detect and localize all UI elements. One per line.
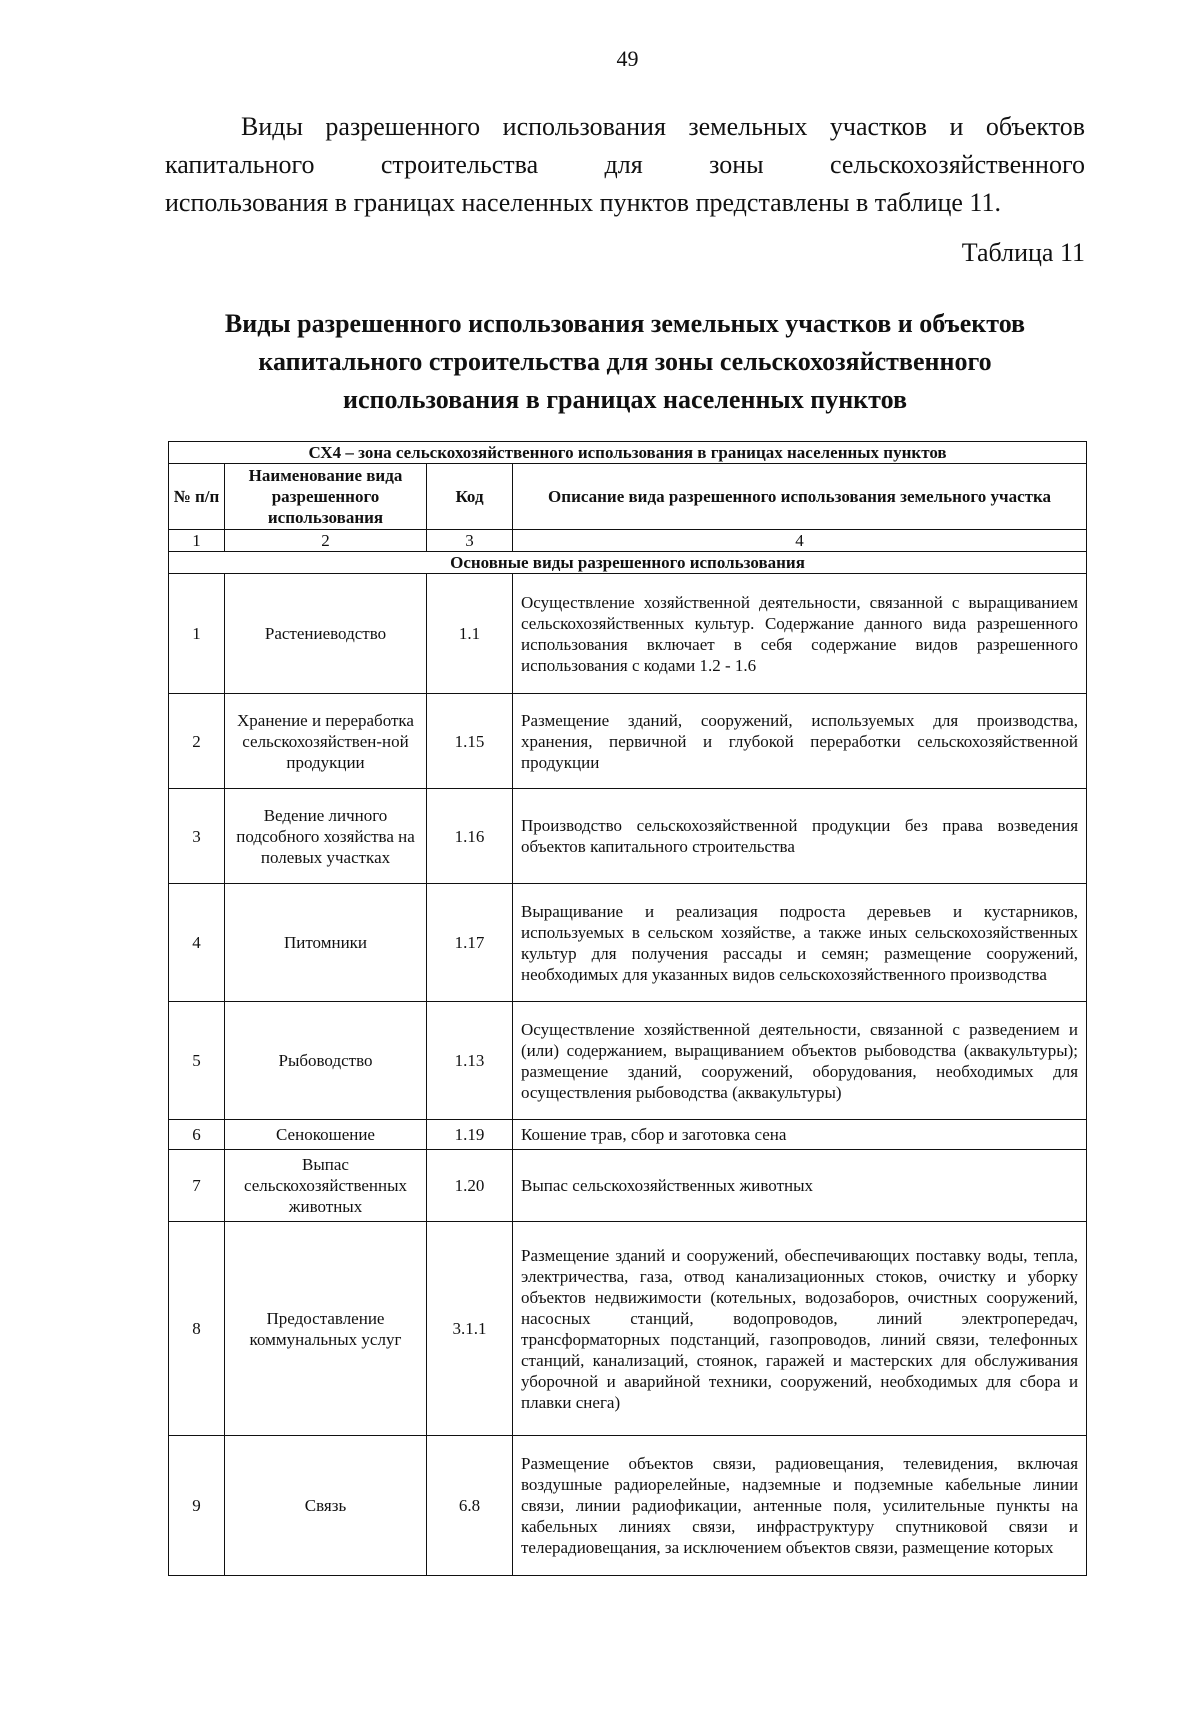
table-heading (165, 305, 1085, 419)
row-num: 1 (169, 574, 225, 694)
heading-line-1: Виды разрешенного использования земельных участков и объектов (224, 309, 1026, 338)
row-num: 5 (169, 1002, 225, 1120)
section-title-row (169, 552, 1087, 574)
header-row (169, 464, 1087, 530)
table-row (169, 1002, 1087, 1120)
row-name: Сенокошение (225, 1120, 427, 1150)
intro-line-3: использования в границах населенных пунктов представлены в таблице 11. (165, 188, 1001, 217)
row-name: Рыбоводство (225, 1002, 427, 1120)
row-name: Ведение личного подсобного хозяйства на полевых участках (225, 789, 427, 884)
land-use-table (168, 441, 1087, 1576)
row-code: 1.13 (427, 1002, 513, 1120)
column-number-row (169, 530, 1087, 552)
row-description: Осуществление хозяйственной деятельности, связанной с разведением и (или) содержанием, выращиванием объектов рыбоводства (аквакультуры); размещение зданий, сооружений, оборудования, необходимых для осуществления рыбоводства (аквакультуры) (513, 1002, 1087, 1120)
row-description: Размещение зданий и сооружений, обеспечивающих поставку воды, тепла, электричества, газа, отвод канализационных стоков, очистку и уборку объектов недвижимости (котельных, водозаборов, очистных сооружений, насосных станций, водопроводов, линий электропередач, трансформаторных подстанций, газопроводов, линий связи, телефонных станций, канализаций, стоянок, гаражей и мастерских для обслуживания уборочной и аварийной техники, сооружений, необходимых для сбора и плавки снега) (513, 1222, 1087, 1436)
row-code: 1.15 (427, 694, 513, 789)
header-description: Описание вида разрешенного использования земельного участка (513, 464, 1087, 530)
row-code: 1.20 (427, 1150, 513, 1222)
row-code: 6.8 (427, 1436, 513, 1576)
row-description: Производство сельскохозяйственной продукции без права возведения объектов капитального строительства (513, 789, 1087, 884)
zone-title-row (169, 442, 1087, 464)
column-number: 1 (169, 530, 225, 552)
row-description: Размещение объектов связи, радиовещания, телевидения, включая воздушные радиорелейные, надземные и подземные кабельные линии связи, линии радиофикации, антенные поля, усилительные пункты на кабельных линиях связи, инфраструктуру спутниковой связи и телерадиовещания, за исключением объектов связи, размещение которых (513, 1436, 1087, 1576)
header-code: Код (427, 464, 513, 530)
column-number: 4 (513, 530, 1087, 552)
row-num: 3 (169, 789, 225, 884)
row-description: Выращивание и реализация подроста деревьев и кустарников, используемых в сельском хозяйстве, а также иных сельскохозяйственных культур для получения рассады и семян; размещение сооружений, необходимых для указанных видов сельскохозяйственного производства (513, 884, 1087, 1002)
header-name: Наименование вида разрешенного использования (225, 464, 427, 530)
row-name: Связь (225, 1436, 427, 1576)
table-row (169, 1150, 1087, 1222)
table-row (169, 789, 1087, 884)
row-num: 8 (169, 1222, 225, 1436)
row-num: 2 (169, 694, 225, 789)
header-num: № п/п (169, 464, 225, 530)
table-row (169, 574, 1087, 694)
row-num: 4 (169, 884, 225, 1002)
row-description: Кошение трав, сбор и заготовка сена (513, 1120, 1087, 1150)
row-description: Размещение зданий, сооружений, используемых для производства, хранения, первичной и глубокой переработки сельскохозяйственной продукции (513, 694, 1087, 789)
heading-line-3: использования в границах населенных пунктов (343, 385, 907, 414)
heading-line-2: капитального строительства для зоны сельскохозяйственного (258, 347, 992, 376)
row-name: Предоставление коммунальных услуг (225, 1222, 427, 1436)
row-name: Хранение и переработка сельскохозяйствен-ной продукции (225, 694, 427, 789)
intro-line-1: Виды разрешенного использования земельных участков и объектов (241, 112, 1085, 141)
table-label: Таблица 11 (961, 238, 1085, 267)
row-code: 3.1.1 (427, 1222, 513, 1436)
row-num: 6 (169, 1120, 225, 1150)
page-number: 49 (616, 46, 639, 71)
row-code: 1.19 (427, 1120, 513, 1150)
intro-paragraph (165, 108, 1085, 222)
column-number: 3 (427, 530, 513, 552)
zone-title: СХ4 – зона сельскохозяйственного использования в границах населенных пунктов (169, 442, 1087, 464)
section-title: Основные виды разрешенного использования (169, 552, 1087, 574)
row-code: 1.1 (427, 574, 513, 694)
row-name: Растениеводство (225, 574, 427, 694)
table-row (169, 1222, 1087, 1436)
row-num: 7 (169, 1150, 225, 1222)
row-description: Осуществление хозяйственной деятельности, связанной с выращиванием сельскохозяйственных культур. Содержание данного вида разрешенного использования включает в себя содержание видов разрешенного использования с кодами 1.2 - 1.6 (513, 574, 1087, 694)
table-row (169, 884, 1087, 1002)
table-row (169, 1436, 1087, 1576)
table-row (169, 694, 1087, 789)
row-description: Выпас сельскохозяйственных животных (513, 1150, 1087, 1222)
row-num: 9 (169, 1436, 225, 1576)
row-name: Выпас сельскохозяйственных животных (225, 1150, 427, 1222)
intro-line-2: капитального строительства для зоны сельскохозяйственного (165, 150, 1085, 179)
row-name: Питомники (225, 884, 427, 1002)
row-code: 1.17 (427, 884, 513, 1002)
table-row (169, 1120, 1087, 1150)
column-number: 2 (225, 530, 427, 552)
row-code: 1.16 (427, 789, 513, 884)
